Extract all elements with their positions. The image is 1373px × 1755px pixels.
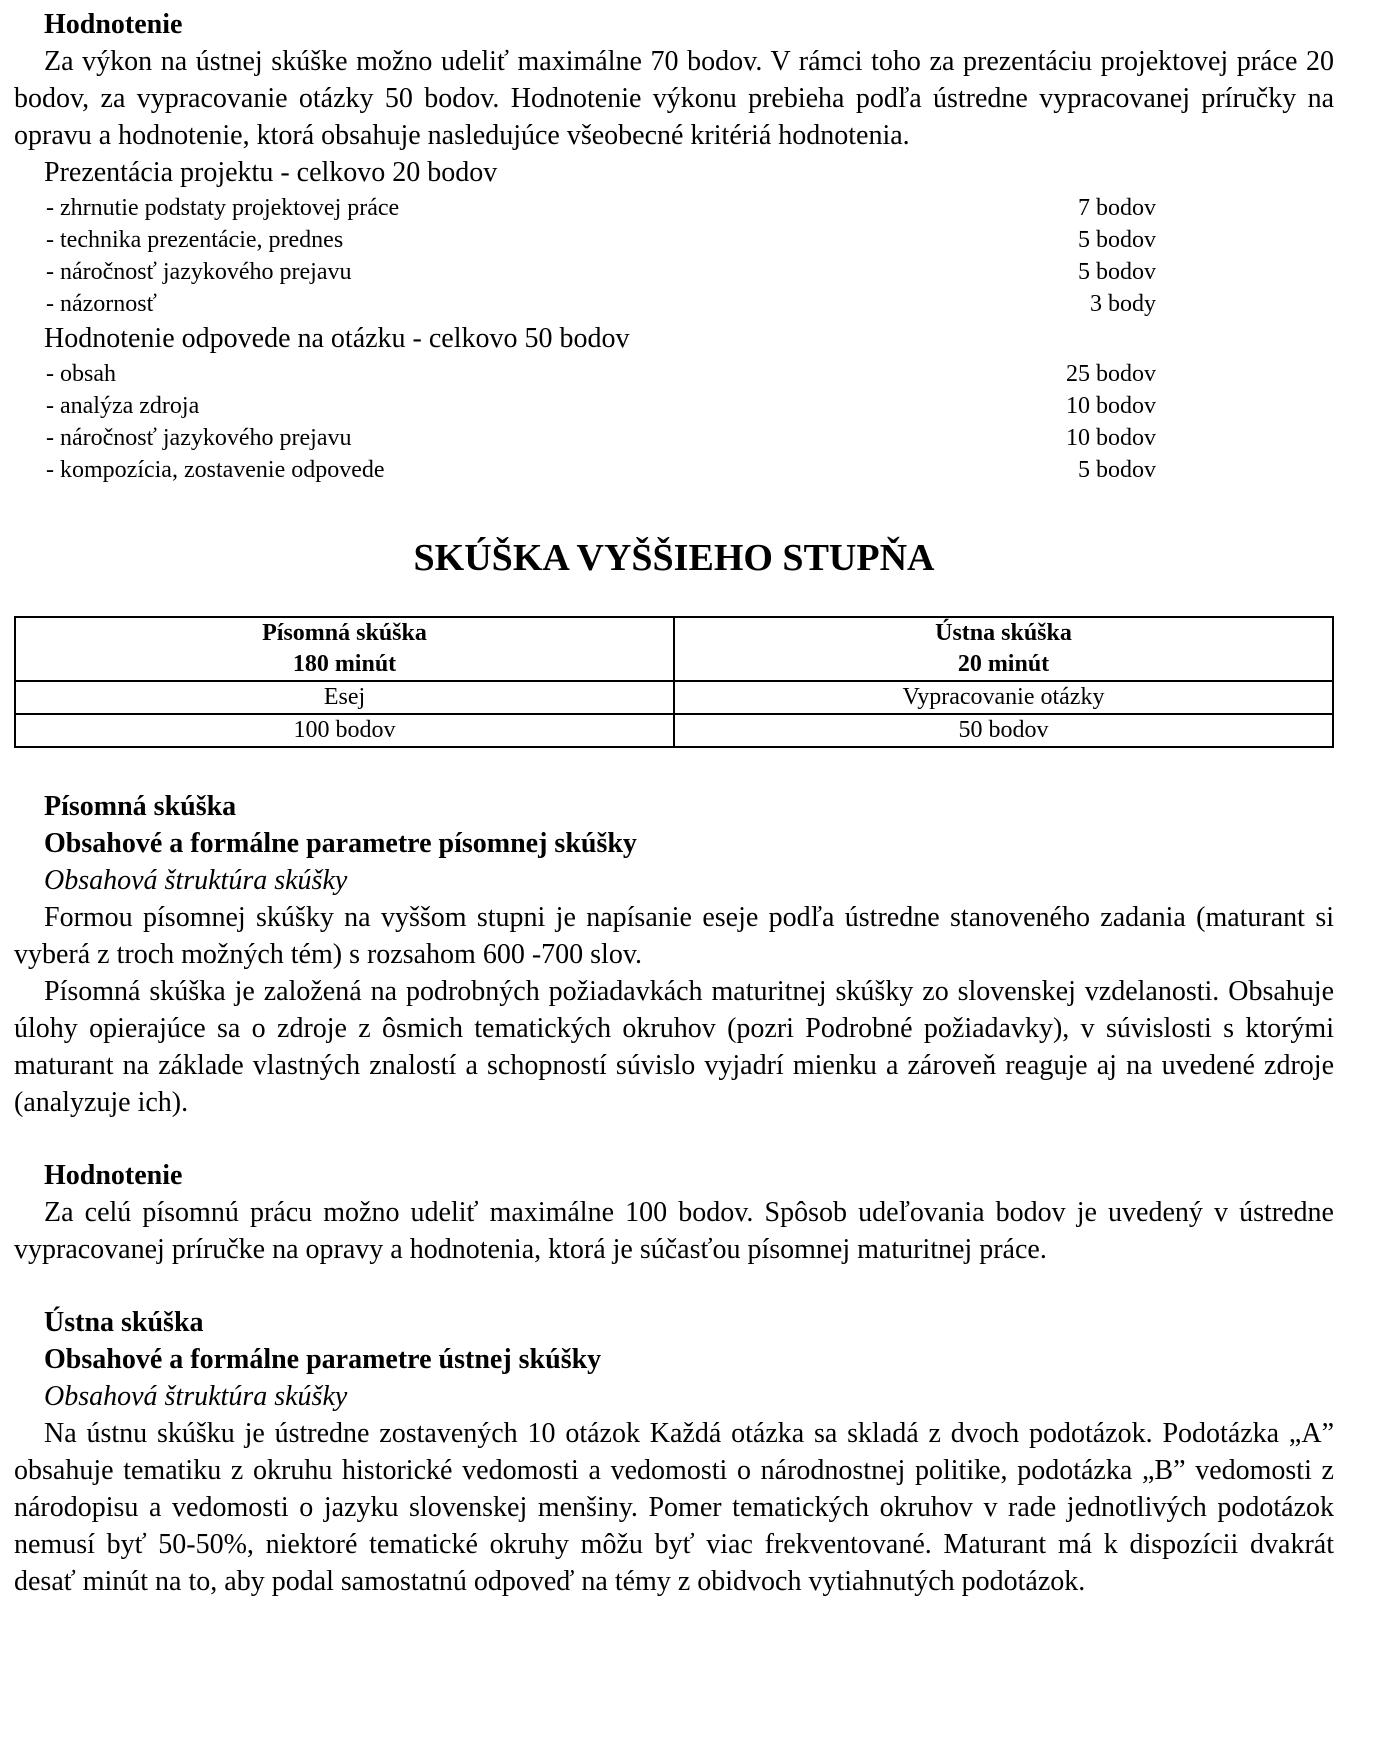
criteria-row <box>14 422 1156 454</box>
criteria-points: 3 body <box>1090 291 1156 317</box>
table-row <box>15 714 1333 747</box>
criteria-row <box>14 224 1156 256</box>
criteria-points: 7 bodov <box>1078 195 1156 221</box>
criteria-points: 5 bodov <box>1078 259 1156 285</box>
oral-exam-duration: 20 minút <box>957 651 1050 677</box>
oral-exam-heading: Ústna skúška <box>44 1307 204 1338</box>
written-exam-header <box>15 617 674 681</box>
answer-criteria-list <box>14 358 1334 486</box>
hodnotenie-paragraph: Za výkon na ústnej skúške možno udeliť maximálne 70 bodov. V rámci toho za prezentáciu projektovej práce 20 bodov, za vypracovanie otázky 50 bodov. Hodnotenie výkonu prebieha podľa ústredne vypracovanej príručky na opravu a hodnotenie, ktorá obsahuje nasledujúce všeobecné kritériá hodnotenia. <box>14 46 1334 151</box>
table-row <box>15 681 1333 714</box>
criteria-name: - kompozícia, zostavenie odpovede <box>46 457 385 483</box>
document-page <box>14 6 1334 1600</box>
criteria-row <box>14 358 1156 390</box>
criteria-name: - názornosť <box>46 291 157 317</box>
criteria-points: 5 bodov <box>1078 457 1156 483</box>
criteria-points: 10 bodov <box>1066 393 1156 419</box>
hodnotenie-heading: Hodnotenie <box>44 9 183 40</box>
criteria-points: 5 bodov <box>1078 227 1156 253</box>
written-points-cell: 100 bodov <box>15 714 674 747</box>
oral-exam-subheading: Obsahové a formálne parametre ústnej skúšky <box>44 1344 602 1375</box>
oral-task-cell: Vypracovanie otázky <box>674 681 1333 714</box>
criteria-row <box>14 454 1156 486</box>
written-exam-subheading: Obsahové a formálne parametre písomnej skúšky <box>44 828 637 859</box>
oral-exam-header <box>674 617 1333 681</box>
criteria-name: - náročnosť jazykového prejavu <box>46 425 352 451</box>
criteria-name: - technika prezentácie, prednes <box>46 227 344 253</box>
criteria-name: - náročnosť jazykového prejavu <box>46 259 352 285</box>
presentation-criteria-list <box>14 192 1334 320</box>
criteria-row <box>14 390 1156 422</box>
written-exam-heading: Písomná skúška <box>44 791 237 822</box>
answer-label: Hodnotenie odpovede na otázku - celkovo 50 bodov <box>44 323 630 354</box>
criteria-row <box>14 256 1156 288</box>
table-header-row <box>15 617 1333 681</box>
written-exam-structure-label: Obsahová štruktúra skúšky <box>44 865 348 896</box>
criteria-name: - analýza zdroja <box>46 393 200 419</box>
written-exam-duration: 180 minút <box>292 651 397 677</box>
spacer <box>14 1268 1334 1304</box>
oral-points-cell: 50 bodov <box>674 714 1333 747</box>
criteria-name: - obsah <box>46 361 116 387</box>
criteria-points: 10 bodov <box>1066 425 1156 451</box>
written-exam-paragraph-1: Formou písomnej skúšky na vyššom stupni je napísanie eseje podľa ústredne stanoveného zadania (maturant si vyberá z troch možných tém) s rozsahom 600 -700 slov. <box>14 902 1334 970</box>
oral-exam-title: Ústna skúška <box>935 620 1072 646</box>
oral-exam-paragraph: Na ústnu skúšku je ústredne zostavených 10 otázok Každá otázka sa skladá z dvoch podotázok. Podotázka „A” obsahuje tematiku z okruhu historické vedomosti a vedomosti o národnostnej politike, podotázka „B” vedomosti z národopisu a vedomosti o jazyku slovenskej menšiny. Pomer tematických okruhov v rade jednotlivých podotázok nemusí byť 50-50%, niektoré tematické okruhy môžu byť viac frekventované. Maturant má k dispozícii dvakrát desať minút na to, aby podal samostatnú odpoveď na témy z obidvoch vytiahnutých podotázok. <box>14 1418 1334 1597</box>
exam-table <box>14 616 1334 748</box>
hodnotenie-2-heading: Hodnotenie <box>44 1160 183 1191</box>
written-exam-paragraph-2: Písomná skúška je založená na podrobných požiadavkách maturitnej skúšky zo slovenskej vzdelanosti. Obsahuje úlohy opierajúce sa o zdroje z ôsmich tematických okruhov (pozri Podrobné požiadavky), v súvislosti s ktorými maturant na základe vlastných znalostí a schopností súvislo vyjadrí mienku a zároveň reaguje aj na uvedené zdroje (analyzuje ich). <box>14 976 1334 1118</box>
presentation-label: Prezentácia projektu - celkovo 20 bodov <box>44 157 498 188</box>
criteria-row <box>14 192 1156 224</box>
section-title: SKÚŠKA VYŠŠIEHO STUPŇA <box>413 537 935 579</box>
criteria-row <box>14 288 1156 320</box>
criteria-name: - zhrnutie podstaty projektovej práce <box>46 195 400 221</box>
hodnotenie-2-paragraph: Za celú písomnú prácu možno udeliť maximálne 100 bodov. Spôsob udeľovania bodov je uvedený v ústredne vypracovanej príručke na opravy a hodnotenia, ktorá je súčasťou písomnej maturitnej práce. <box>14 1197 1334 1265</box>
criteria-points: 25 bodov <box>1066 361 1156 387</box>
written-task-cell: Esej <box>15 681 674 714</box>
spacer <box>14 1121 1334 1157</box>
written-exam-title: Písomná skúška <box>262 620 427 646</box>
oral-exam-structure-label: Obsahová štruktúra skúšky <box>44 1381 348 1412</box>
